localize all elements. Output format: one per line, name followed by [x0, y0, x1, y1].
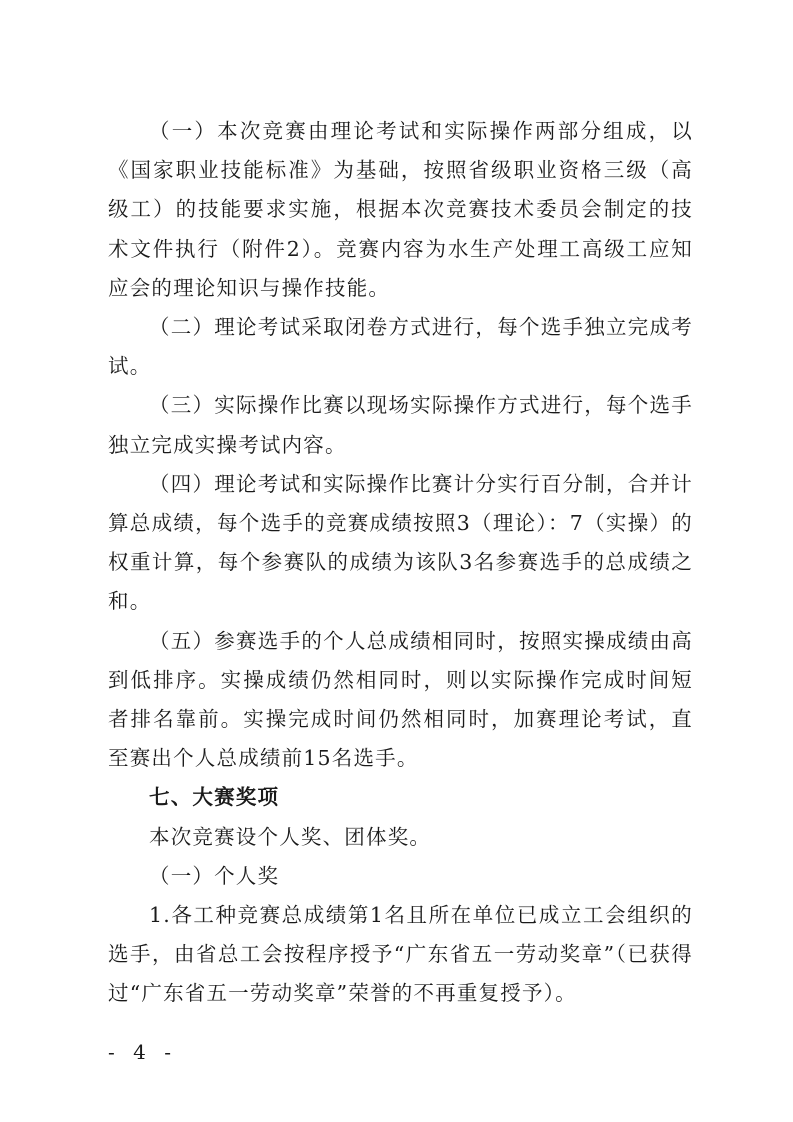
page-number: - 4 - — [108, 1040, 177, 1064]
document-body — [108, 112, 693, 1014]
paragraph-item-4: （四）理论考试和实际操作比赛计分实行百分制，合并计算总成绩，每个选手的竞赛成绩按照3（理论）：7（实操）的权重计算，每个参赛队的成绩为该队3名参赛选手的总成绩之和。 — [108, 471, 693, 614]
paragraph-item-3: （三）实际操作比赛以现场实际操作方式进行，每个选手独立完成实操考试内容。 — [108, 393, 693, 457]
paragraph-individual-award-rule-1: 1.各工种竞赛总成绩第1名且所在单位已成立工会组织的选手，由省总工会按程序授予“广东省五一劳动奖章”（已获得过“广东省五一劳动奖章”荣誉的不再重复授予）。 — [108, 903, 693, 1006]
paragraph-item-2: （二）理论考试采取闭卷方式进行，每个选手独立完成考试。 — [108, 315, 693, 379]
section-heading-awards: 七、大赛奖项 — [149, 785, 280, 810]
paragraph-awards-intro: 本次竞赛设个人奖、团体奖。 — [149, 824, 432, 849]
subheading-individual-award: （一）个人奖 — [149, 863, 280, 888]
paragraph-item-5: （五）参赛选手的个人总成绩相同时，按照实操成绩由高到低排序。实操成绩仍然相同时，则以实际操作完成时间短者排名靠前。实操完成时间仍然相同时，加赛理论考试，直至赛出个人总成绩前15名选手。 — [108, 628, 693, 771]
paragraph-item-1: （一）本次竞赛由理论考试和实际操作两部分组成，以《国家职业技能标准》为基础，按照省级职业资格三级（高级工）的技能要求实施，根据本次竞赛技术委员会制定的技术文件执行（附件2）。竞赛内容为水生产处理工高级工应知应会的理论知识与操作技能。 — [108, 119, 693, 300]
